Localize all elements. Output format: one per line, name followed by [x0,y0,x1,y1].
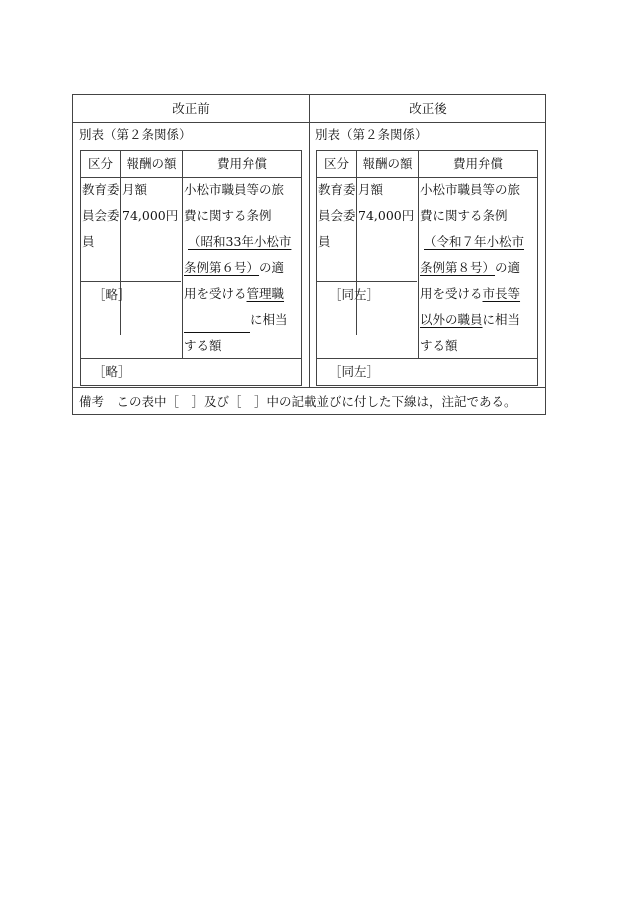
col-header-category: 区分 [323,156,349,171]
expense-cell: 小松市職員等の旅 費に関する条例 （昭和33年小松市 条例第６号）の適 用を受ける管理職 に相当 する額 [184,182,292,353]
header-divider [73,122,545,123]
omitted-bottom: ［略］ [93,364,131,379]
amount-cell: 月額 74,000円 [122,182,179,223]
col-header-expense: 費用弁償 [216,156,267,171]
column-divider [309,95,310,388]
blank-underline [184,314,250,333]
expense-cell: 小松市職員等の旅 費に関する条例 （令和７年小松市 条例第８号）の適 用を受ける市長等 以外の職員に相当 する額 [420,182,525,353]
col-header-amount: 報酬の額 [126,156,177,171]
col-header-expense: 費用弁償 [452,156,503,171]
header-after: 改正後 [409,101,447,116]
same-mid: ［同左］ [329,287,380,302]
col-header-category: 区分 [87,156,113,171]
remarks-note: 備考 この表中［ ］及び［ ］中の記載並びに付した下線は，注記である。 [79,394,517,409]
inner-table-before [80,150,302,386]
header-before: 改正前 [172,101,210,116]
amount-cell: 月額 74,000円 [358,182,415,223]
inner-table-after [316,150,538,386]
col-header-amount: 報酬の額 [362,156,413,171]
category-cell: 教育委 員会委 員 [318,182,356,249]
subtitle-after: 別表（第２条関係） [315,127,428,142]
same-bottom: ［同左］ [329,364,380,379]
subtitle-before: 別表（第２条関係） [79,127,192,142]
category-cell: 教育委 員会委 員 [82,182,120,249]
note-divider [73,387,545,388]
omitted-mid: ［略］ [93,287,131,302]
revision-table [72,94,546,415]
